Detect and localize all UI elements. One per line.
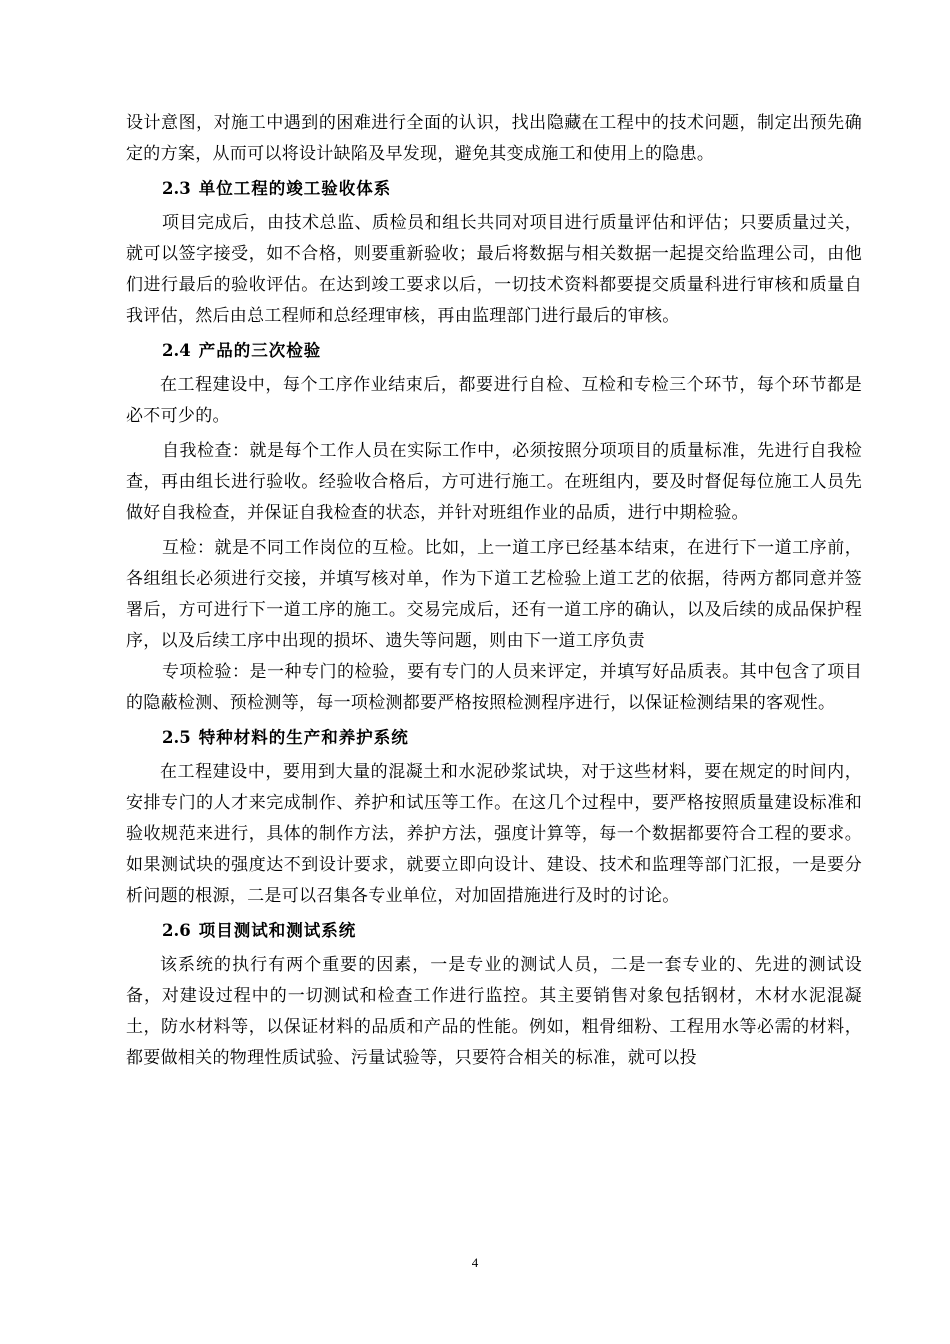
document-body	[126, 108, 862, 1074]
section-heading-2-3	[126, 172, 862, 205]
section-heading-2-6	[126, 914, 862, 947]
section-title: 产品的三次检验	[198, 341, 322, 360]
paragraph-three-inspections: 在工程建设中，每个工序作业结束后，都要进行自检、互检和专检三个环节，每个环节都是必不可少的。	[126, 375, 862, 426]
paragraph-design-intent: 设计意图，对施工中遇到的困难进行全面的认识，找出隐藏在工程中的技术问题，制定出预先确定的方案，从而可以将设计缺陷及早发现，避免其变成施工和使用上的隐患。	[126, 113, 862, 164]
section-number: 2.3	[162, 179, 191, 198]
paragraph-acceptance: 项目完成后，由技术总监、质检员和组长共同对项目进行质量评估和评估；只要质量过关，就可以签字接受，如不合格，则要重新验收；最后将数据与相关数据一起提交给监理公司，由他们进行最后的验收评估。在达到竣工要求以后，一切技术资料都要提交质量科进行审核和质量自我评估，然后由总工程师和总经理审核，再由监理部门进行最后的审核。	[126, 213, 862, 326]
page-number: 4	[471, 1255, 479, 1270]
section-heading-2-4	[126, 334, 862, 367]
section-number: 2.5	[162, 728, 191, 747]
paragraph-special-materials: 在工程建设中，要用到大量的混凝土和水泥砂浆试块，对于这些材料，要在规定的时间内，安排专门的人才来完成制作、养护和试压等工作。在这几个过程中，要严格按照质量建设标准和验收规范来进行，具体的制作方法，养护方法，强度计算等，每一个数据都要符合工程的要求。如果测试块的强度达不到设计要求，就要立即向设计、建设、技术和监理等部门汇报，一是要分析问题的根源，二是可以召集各专业单位，对加固措施进行及时的讨论。	[126, 762, 862, 906]
section-number: 2.6	[162, 921, 191, 940]
section-title: 特种材料的生产和养护系统	[198, 728, 409, 747]
paragraph-mutual-check: 互检：就是不同工作岗位的互检。比如，上一道工序已经基本结束，在进行下一道工序前，各组组长必须进行交接，并填写核对单，作为下道工艺检验上道工艺的依据，待两方都同意并签署后，方可进行下一道工序的施工。交易完成后，还有一道工序的确认，以及后续的成品保护程序，以及后续工序中出现的损坏、遗失等问题，则由下一道工序负责	[126, 538, 862, 651]
section-title: 单位工程的竣工验收体系	[198, 179, 392, 198]
section-heading-2-5	[126, 721, 862, 754]
section-title: 项目测试和测试系统	[198, 921, 357, 940]
paragraph-self-check: 自我检查：就是每个工作人员在实际工作中，必须按照分项项目的质量标准，先进行自我检查，再由组长进行验收。经验收合格后，方可进行施工。在班组内，要及时督促每位施工人员先做好自我检查，并保证自我检查的状态，并针对班组作业的品质，进行中期检验。	[126, 441, 862, 523]
paragraph-testing-system: 该系统的执行有两个重要的因素，一是专业的测试人员，二是一套专业的、先进的测试设备，对建设过程中的一切测试和检查工作进行监控。其主要销售对象包括钢材，木材水泥混凝土，防水材料等，以保证材料的品质和产品的性能。例如，粗骨细粉、工程用水等必需的材料，都要做相关的物理性质试验、污量试验等，只要符合相关的标准，就可以投	[126, 955, 862, 1068]
paragraph-special-check: 专项检验：是一种专门的检验，要有专门的人员来评定，并填写好品质表。其中包含了项目的隐蔽检测、预检测等，每一项检测都要严格按照检测程序进行，以保证检测结果的客观性。	[126, 662, 862, 713]
section-number: 2.4	[162, 341, 191, 360]
